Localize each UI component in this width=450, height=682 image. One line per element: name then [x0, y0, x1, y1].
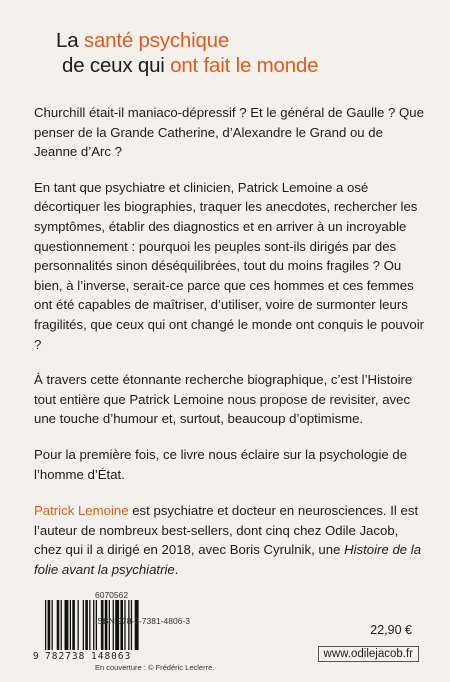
- barcode-digit-first: 9: [33, 651, 39, 662]
- headline: [50, 28, 430, 78]
- barcode-bar: [65, 600, 69, 650]
- barcode-digit-group-1: 782738: [45, 651, 86, 662]
- barcode-bar: [70, 600, 71, 650]
- paragraph-1: Churchill était-il maniaco-dépressif ? Et le général de Gaulle ? Que penser de la Grande Catherine, d’Alexandre le Grand ou de Jeanne d’Arc ?: [34, 105, 424, 160]
- publisher-website[interactable]: www.odilejacob.fr: [318, 646, 419, 662]
- barcode-bar: [48, 600, 51, 650]
- barcode-bar: [57, 600, 60, 650]
- barcode-bar: [83, 600, 84, 650]
- isbn: ISBN 978-2-7381-4806-3: [95, 616, 190, 626]
- barcode-bar: [61, 600, 62, 650]
- barcode-bar: [85, 600, 88, 650]
- headline-line-2-text: de ceux qui: [62, 54, 171, 77]
- headline-line-1-text: La: [56, 29, 84, 52]
- cover-credit: En couverture : © Frédéric Leclerre.: [95, 663, 215, 672]
- author-bio-text-1: est psychiatre et docteur en neurosciences. Il est l’auteur de nombreux best-sellers, dont cinq chez Odile Jacob, chez qui il a dirigé en 2018, avec Boris Cyrulnik, une: [34, 503, 419, 558]
- paragraph-3: À travers cette étonnante recherche biographique, c’est l’Histoire tout entière que Patrick Lemoine nous propose de revisiter, avec une touche d’humour et, surtout, beaucoup d’optimisme.: [34, 372, 413, 427]
- barcode-bar: [89, 600, 90, 650]
- author-bio: [34, 501, 429, 579]
- headline-line-1: [50, 28, 430, 53]
- barcode-block: [33, 590, 273, 670]
- barcode-image: [43, 600, 243, 652]
- product-code: 6070562: [95, 590, 129, 600]
- barcode-digit-group-2: 148063: [91, 651, 132, 662]
- barcode-bar: [78, 600, 79, 650]
- barcode-bar: [45, 600, 46, 650]
- author-bio-text-2: .: [174, 561, 179, 577]
- barcode-digits: [33, 651, 131, 662]
- back-cover-text: [34, 103, 429, 595]
- author-bio-book-title: Histoire de la folie avant la psychiatrie: [34, 542, 422, 577]
- barcode-bar: [72, 600, 75, 650]
- headline-line-2: [50, 53, 430, 78]
- paragraph-4: Pour la première fois, ce livre nous éclaire sur la psychologie de l’homme d’État.: [34, 446, 408, 482]
- barcode-bar: [52, 600, 53, 650]
- price: 22,90 €: [370, 623, 412, 637]
- paragraph-2: En tant que psychiatre et clinicien, Patrick Lemoine a osé décortiquer les biographies, traquer les anecdotes, rechercher les symptômes, établir des diagnostics et en arriver à un incroyable questionnement : pourquoi les peuples sont-ils dirigés par des personnalités sinon déséquilibrées, tout du moins fragiles ? Ou bien, à l’inverse, serait-ce parce que ces hommes et ces femmes ont été capables de maîtriser, d’utiliser, voire de surmonter leurs fragilités, que ceux qui ont changé le monde ont conquis le pouvoir ?: [34, 179, 425, 352]
- author-name: Patrick Lemoine: [34, 503, 129, 519]
- headline-line-2-accent: ont fait le monde: [170, 54, 319, 77]
- headline-line-1-accent: santé psychique: [83, 29, 230, 52]
